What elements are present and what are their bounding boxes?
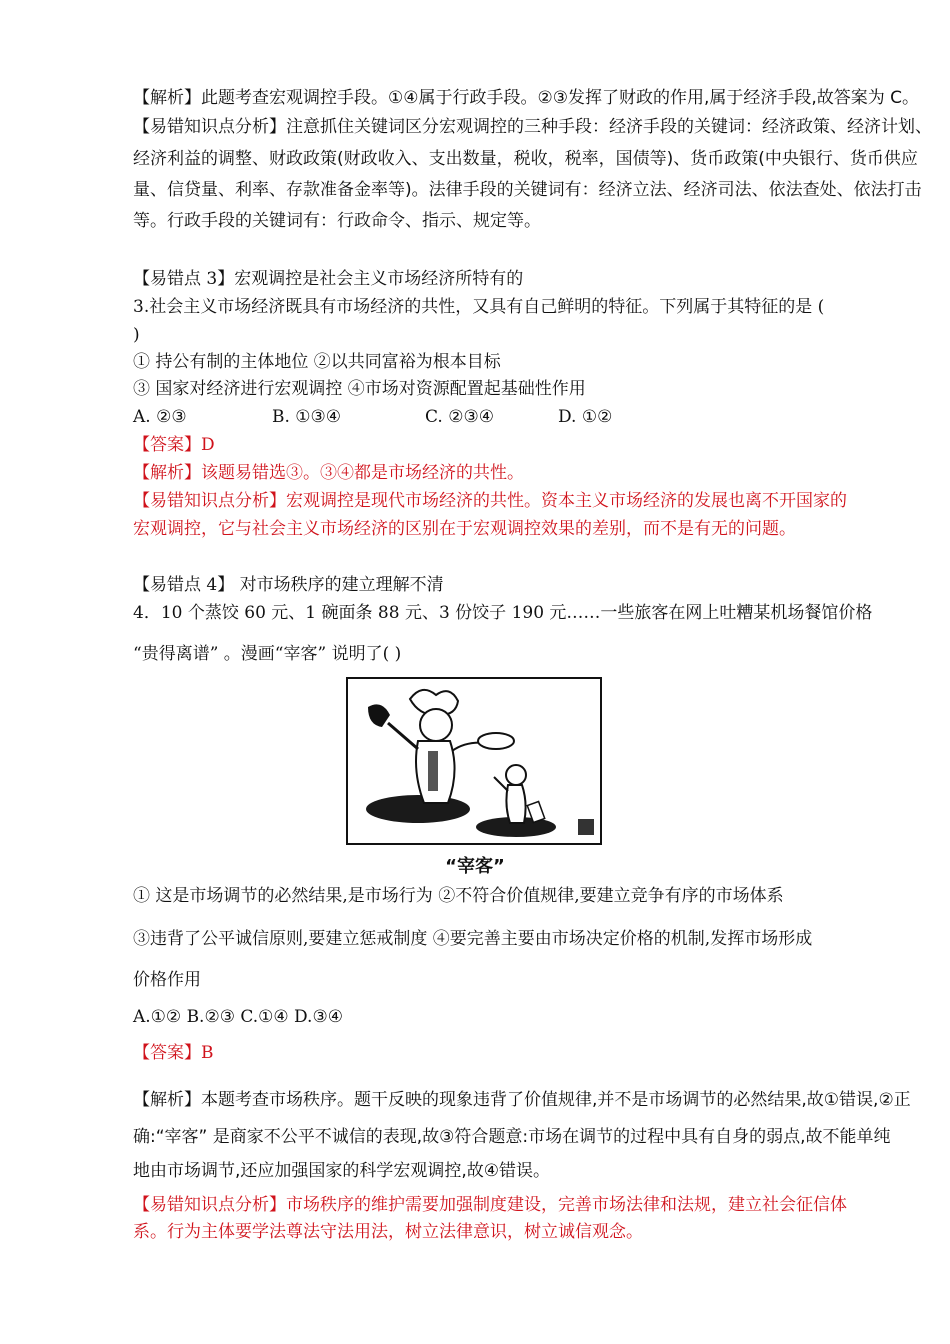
question-3-statements-1-2: ① 持公有制的主体地位 ②以共同富裕为根本目标 [133,352,501,372]
question-3-stem: 3.社会主义市场经济既具有市场经济的共性，又具有自己鲜明的特征。下列属于其特征的是 ( [133,297,825,317]
question-3-option-a: A. ②③ [133,407,187,427]
answer-q4: 【答案】B [133,1043,214,1063]
question-4-statements-cont: 价格作用 [133,970,201,990]
cartoon-drawing [348,679,600,843]
cartoon-caption: “宰客” [445,856,505,877]
question-3-statements-3-4: ③ 国家对经济进行宏观调控 ④市场对资源配置起基础性作用 [133,379,586,399]
error-analysis-q2-line1: 【易错知识点分析】注意抓住关键词区分宏观调控的三种手段：经济手段的关键词：经济政策、经济计划、 [133,117,932,137]
question-4-stem-line1: 4．10 个蒸饺 60 元、1 碗面条 88 元、3 份饺子 190 元……一些旅客在网上吐糟某机场餐馆价格 [133,603,873,623]
error-analysis-q2-line3: 量、信贷量、利率、存款准备金率等)。法律手段的关键词有：经济立法、经济司法、依法查处、依法打击 [133,180,922,200]
question-4-statements-3-4: ③违背了公平诚信原则,要建立惩戒制度 ④要完善主要由市场决定价格的机制,发挥市场形成 [133,929,813,949]
error-point-4-heading: 【易错点 4】 对市场秩序的建立理解不清 [133,575,444,595]
cartoon-image [346,677,602,845]
question-4-options: A.①② B.②③ C.①④ D.③④ [133,1007,343,1027]
analysis-q4-line1: 【解析】本题考查市场秩序。题干反映的现象违背了价值规律,并不是市场调节的必然结果,故①错误,②正 [133,1090,911,1110]
error-analysis-q2-line2: 经济利益的调整、财政政策(财政收入、支出数量，税收，税率，国债等)、货币政策(中央银行、货币供应 [133,149,918,169]
question-4-stem-line2: “贵得离谱” 。漫画“宰客” 说明了( ) [133,644,402,664]
analysis-q3: 【解析】该题易错选③。③④都是市场经济的共性。 [133,463,524,483]
analysis-q4-line3: 地由市场调节,还应加强国家的科学宏观调控,故④错误。 [133,1161,551,1181]
question-4-statements-1-2: ① 这是市场调节的必然结果,是市场行为 ②不符合价值规律,要建立竞争有序的市场体系 [133,886,784,906]
question-3-option-d: D. ①② [558,407,613,427]
error-analysis-q4-line1: 【易错知识点分析】市场秩序的维护需要加强制度建设，完善市场法律和法规，建立社会征信体 [133,1195,847,1215]
error-analysis-q3-line1: 【易错知识点分析】宏观调控是现代市场经济的共性。资本主义市场经济的发展也离不开国家的 [133,491,847,511]
question-3-bracket: ) [133,325,140,345]
error-analysis-q2-line4: 等。行政手段的关键词有：行政命令、指示、规定等。 [133,211,541,231]
analysis-q4-line2: 确:“宰客” 是商家不公平不诚信的表现,故③符合题意:市场在调节的过程中具有自身的弱点,故不能单纯 [133,1127,891,1147]
analysis-q2: 【解析】此题考查宏观调控手段。①④属于行政手段。②③发挥了财政的作用,属于经济手段,故答案为 C。 [133,88,920,108]
error-analysis-q4-line2: 系。行为主体要学法尊法守法用法，树立法律意识，树立诚信观念。 [133,1222,643,1242]
error-analysis-q3-line2: 宏观调控，它与社会主义市场经济的区别在于宏观调控效果的差别，而不是有无的问题。 [133,519,796,539]
question-3-option-c: C. ②③④ [425,407,494,427]
question-3-option-b: B. ①③④ [272,407,342,427]
answer-q3: 【答案】D [133,435,215,455]
error-point-3-heading: 【易错点 3】宏观调控是社会主义市场经济所特有的 [133,269,524,289]
